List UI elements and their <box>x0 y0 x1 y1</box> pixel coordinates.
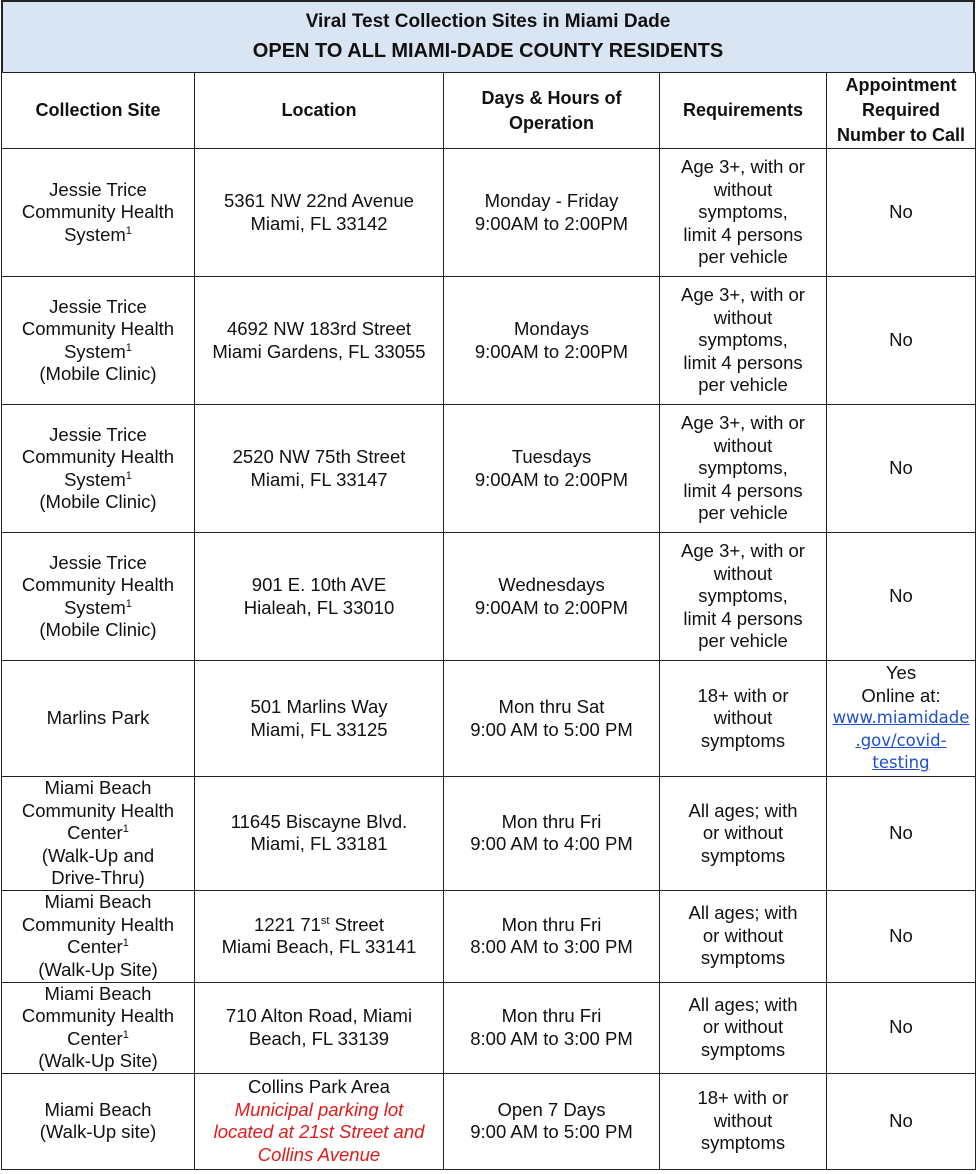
requirements-line: Age 3+, with or <box>681 540 805 562</box>
site-name-line: Miami Beach <box>44 777 152 798</box>
location-note: located at 21st Street and <box>213 1121 425 1142</box>
requirements-line: without <box>713 562 773 584</box>
requirements-line: limit 4 persons <box>683 223 803 245</box>
requirements-line: symptoms <box>700 1038 786 1060</box>
street-name: Street <box>329 913 384 935</box>
street-number: 1221 71 <box>254 913 321 935</box>
requirements-line: symptoms <box>700 844 786 866</box>
requirements-line: Age 3+, with or <box>681 156 805 178</box>
site-name-line: Community Health <box>21 799 175 821</box>
requirements-line: All ages; with <box>688 993 798 1015</box>
appointment-required: No <box>889 585 913 607</box>
hours-line: Mondays <box>513 318 590 339</box>
footnote-marker: 1 <box>122 823 129 835</box>
link-line[interactable]: testing <box>872 753 930 773</box>
requirements-cell <box>660 277 827 405</box>
requirements-cell <box>660 533 827 661</box>
appointment-note: Online at: <box>861 684 941 706</box>
requirements-line: or without <box>702 1016 784 1038</box>
location-cell <box>195 890 444 982</box>
appointment-cell <box>827 982 976 1073</box>
header-hours-line: Days & Hours of <box>481 87 622 108</box>
site-name-line: Miami Beach <box>44 982 152 1004</box>
appointment-cell <box>827 1073 976 1169</box>
requirements-line: 18+ with or <box>697 684 789 706</box>
requirements-line: per vehicle <box>698 630 788 652</box>
site-name-line: (Walk-Up site) <box>39 1121 157 1142</box>
appointment-required: No <box>889 201 913 223</box>
requirements-line: per vehicle <box>698 246 788 268</box>
requirements-line: or without <box>702 924 784 946</box>
location-line: Miami, FL 33181 <box>250 833 388 855</box>
site-name-line <box>6 469 190 492</box>
requirements-cell <box>660 982 827 1073</box>
hours-line: 9:00AM to 2:00PM <box>474 596 629 618</box>
header-appointment-line: Required <box>861 100 940 120</box>
hours-line: Mon thru Fri <box>501 1005 602 1026</box>
location-line: Miami, FL 33147 <box>250 468 388 490</box>
title-line-2: OPEN TO ALL MIAMI-DADE COUNTY RESIDENTS <box>252 40 724 62</box>
requirements-cell <box>660 405 827 533</box>
header-hours <box>444 73 660 149</box>
requirements-cell <box>660 1073 827 1169</box>
requirements-line: symptoms <box>700 729 786 751</box>
requirements-line: symptoms <box>700 947 786 969</box>
location-cell <box>195 533 444 661</box>
covid-testing-link[interactable] <box>831 707 971 775</box>
footnote-marker: 1 <box>125 597 132 610</box>
location-line: Hialeah, FL 33010 <box>243 596 395 618</box>
site-name-line: Miami Beach <box>44 891 152 912</box>
site-name-line: Jessie Trice <box>49 551 147 573</box>
appointment-cell <box>827 405 976 533</box>
site-type: (Walk-Up Site) <box>38 958 158 980</box>
hours-cell <box>444 533 660 661</box>
site-name-line: Community Health <box>21 201 175 223</box>
table-row <box>2 777 976 891</box>
site-cell <box>2 982 195 1073</box>
location-cell <box>195 1073 444 1169</box>
requirements-cell <box>660 149 827 277</box>
hours-line: 9:00AM to 2:00PM <box>474 212 629 234</box>
requirements-line: 18+ with or <box>697 1087 789 1109</box>
requirements-line: without <box>713 178 773 200</box>
hours-cell <box>444 777 660 891</box>
site-name-line <box>6 822 190 845</box>
hours-cell <box>444 982 660 1073</box>
document-title <box>1 0 975 72</box>
site-name-line <box>6 224 190 247</box>
hours-line: Wednesdays <box>498 574 605 595</box>
hours-line: Monday - Friday <box>484 190 619 211</box>
site-name-text: System <box>64 596 126 618</box>
ordinal-suffix: st <box>320 914 330 927</box>
appointment-required: Yes <box>885 662 917 684</box>
site-name-line: Community Health <box>21 318 175 339</box>
header-location: Location <box>195 73 444 149</box>
location-cell <box>195 982 444 1073</box>
hours-line: Mon thru Sat <box>498 696 605 717</box>
appointment-cell <box>827 777 976 891</box>
site-name-text: System <box>64 223 126 245</box>
site-type: Drive-Thru) <box>51 867 145 888</box>
hours-line: 9:00AM to 2:00PM <box>474 468 629 490</box>
site-name-line <box>6 1028 190 1051</box>
location-cell <box>195 777 444 891</box>
requirements-line: symptoms, <box>698 585 788 607</box>
requirements-cell <box>660 777 827 891</box>
appointment-required: No <box>889 457 913 479</box>
location-line: Collins Park Area <box>248 1076 390 1097</box>
site-name-line <box>6 936 190 959</box>
header-appointment-line: Number to Call <box>836 125 965 145</box>
location-line: Miami Gardens, FL 33055 <box>212 340 426 362</box>
hours-cell <box>444 661 660 777</box>
appointment-required: No <box>889 924 913 946</box>
requirements-line: without <box>713 434 773 456</box>
site-name-line: Jessie Trice <box>49 178 147 200</box>
table-row <box>2 1073 976 1169</box>
location-cell <box>195 661 444 777</box>
requirements-line: All ages; with <box>688 799 798 821</box>
site-name-line: Community Health <box>21 913 175 935</box>
hours-cell <box>444 149 660 277</box>
table-row <box>2 890 976 982</box>
site-cell <box>2 661 195 777</box>
appointment-required: No <box>889 822 913 843</box>
site-cell <box>2 277 195 405</box>
location-note: Collins Avenue <box>257 1143 381 1165</box>
location-cell <box>195 149 444 277</box>
requirements-line: limit 4 persons <box>683 479 803 501</box>
location-line: Miami, FL 33125 <box>250 718 388 740</box>
site-cell <box>2 405 195 533</box>
hours-line: 9:00 AM to 5:00 PM <box>470 718 633 740</box>
footnote-marker: 1 <box>122 1028 129 1041</box>
requirements-line: without <box>713 707 773 729</box>
appointment-required: No <box>889 1109 913 1131</box>
requirements-line: Age 3+, with or <box>681 412 805 434</box>
site-type: (Walk-Up Site) <box>38 1050 158 1071</box>
appointment-required: No <box>889 329 913 351</box>
location-line <box>199 914 439 937</box>
header-requirements: Requirements <box>660 73 827 149</box>
location-line: Miami Beach, FL 33141 <box>221 936 417 957</box>
appointment-cell <box>827 533 976 661</box>
appointment-cell <box>827 149 976 277</box>
hours-cell <box>444 1073 660 1169</box>
requirements-line: symptoms, <box>698 457 788 479</box>
site-cell <box>2 533 195 661</box>
location-cell <box>195 277 444 405</box>
requirements-line: limit 4 persons <box>683 351 803 373</box>
appointment-required: No <box>889 1016 913 1038</box>
location-line: 2520 NW 75th Street <box>232 446 406 467</box>
requirements-line: without <box>713 306 773 328</box>
hours-line: 8:00 AM to 3:00 PM <box>470 1027 633 1049</box>
table-row <box>2 661 976 777</box>
hours-line: 9:00 AM to 4:00 PM <box>470 833 633 855</box>
requirements-line: symptoms, <box>698 201 788 223</box>
site-type: (Mobile Clinic) <box>39 619 157 640</box>
site-type: (Mobile Clinic) <box>39 491 157 512</box>
site-name-line: Miami Beach <box>44 1098 152 1120</box>
site-type: (Mobile Clinic) <box>39 363 157 384</box>
header-appointment-line: Appointment <box>845 75 957 95</box>
site-name-line: Community Health <box>21 446 175 467</box>
header-appointment <box>827 73 976 149</box>
hours-line: 8:00 AM to 3:00 PM <box>470 936 633 957</box>
footnote-marker: 1 <box>125 341 132 354</box>
site-name-line <box>6 341 190 364</box>
requirements-line: per vehicle <box>698 502 788 524</box>
table-row <box>2 149 976 277</box>
hours-cell <box>444 405 660 533</box>
location-line: 901 E. 10th AVE <box>251 574 387 595</box>
table-row <box>2 533 976 661</box>
footnote-marker: 1 <box>122 937 129 949</box>
hours-line: Mon thru Fri <box>501 913 602 935</box>
requirements-line: All ages; with <box>688 902 798 924</box>
requirements-line: without <box>713 1109 773 1131</box>
requirements-line: limit 4 persons <box>683 607 803 629</box>
requirements-line: Age 3+, with or <box>681 284 805 306</box>
site-cell <box>2 777 195 891</box>
hours-line: 9:00AM to 2:00PM <box>474 340 629 362</box>
appointment-cell <box>827 661 976 777</box>
sites-table <box>1 72 976 1170</box>
requirements-line: per vehicle <box>698 374 788 396</box>
hours-line: Mon thru Fri <box>501 810 602 832</box>
requirements-line: or without <box>702 822 784 843</box>
site-cell <box>2 890 195 982</box>
site-name-line: Community Health <box>21 574 175 595</box>
location-line: 11645 Biscayne Blvd. <box>230 810 408 832</box>
location-note: Municipal parking lot <box>234 1098 404 1120</box>
location-line: Miami, FL 33142 <box>250 212 388 234</box>
header-hours-line: Operation <box>508 112 594 133</box>
table-row <box>2 982 976 1073</box>
table-row <box>2 405 976 533</box>
header-collection-site: Collection Site <box>2 73 195 149</box>
site-name-text: Center <box>67 936 123 957</box>
requirements-cell <box>660 890 827 982</box>
site-type: (Walk-Up and <box>41 844 155 866</box>
hours-line: 9:00 AM to 5:00 PM <box>470 1121 633 1142</box>
table-header-row <box>2 73 976 149</box>
table-row <box>2 277 976 405</box>
location-line: Beach, FL 33139 <box>248 1027 390 1049</box>
site-cell <box>2 149 195 277</box>
requirements-line: symptoms, <box>698 329 788 351</box>
link-line[interactable]: www.miamidade <box>832 708 970 728</box>
requirements-cell <box>660 661 827 777</box>
site-name-line: Jessie Trice <box>49 295 147 317</box>
site-name-line <box>6 597 190 620</box>
testing-sites-document <box>1 0 975 1170</box>
hours-cell <box>444 890 660 982</box>
footnote-marker: 1 <box>125 469 132 482</box>
hours-cell <box>444 277 660 405</box>
site-name-line: Marlins Park <box>46 707 150 729</box>
location-line: 5361 NW 22nd Avenue <box>224 190 414 211</box>
site-name-line: Community Health <box>21 1005 175 1026</box>
site-cell <box>2 1073 195 1169</box>
appointment-cell <box>827 890 976 982</box>
site-name-text: Center <box>67 822 123 843</box>
appointment-cell <box>827 277 976 405</box>
hours-line: Tuesdays <box>511 446 592 467</box>
footnote-marker: 1 <box>125 224 132 237</box>
location-line: 501 Marlins Way <box>250 696 388 717</box>
requirements-line: symptoms <box>700 1132 786 1154</box>
title-line-1: Viral Test Collection Sites in Miami Dade <box>305 11 671 32</box>
link-line[interactable]: .gov/covid- <box>855 730 947 750</box>
site-name-text: Center <box>67 1027 123 1049</box>
location-line: 710 Alton Road, Miami <box>225 1005 413 1026</box>
hours-line: Open 7 Days <box>497 1098 606 1120</box>
site-name-text: System <box>64 340 126 362</box>
site-name-line: Jessie Trice <box>49 423 147 445</box>
location-line: 4692 NW 183rd Street <box>226 318 412 339</box>
site-name-text: System <box>64 468 126 490</box>
location-cell <box>195 405 444 533</box>
